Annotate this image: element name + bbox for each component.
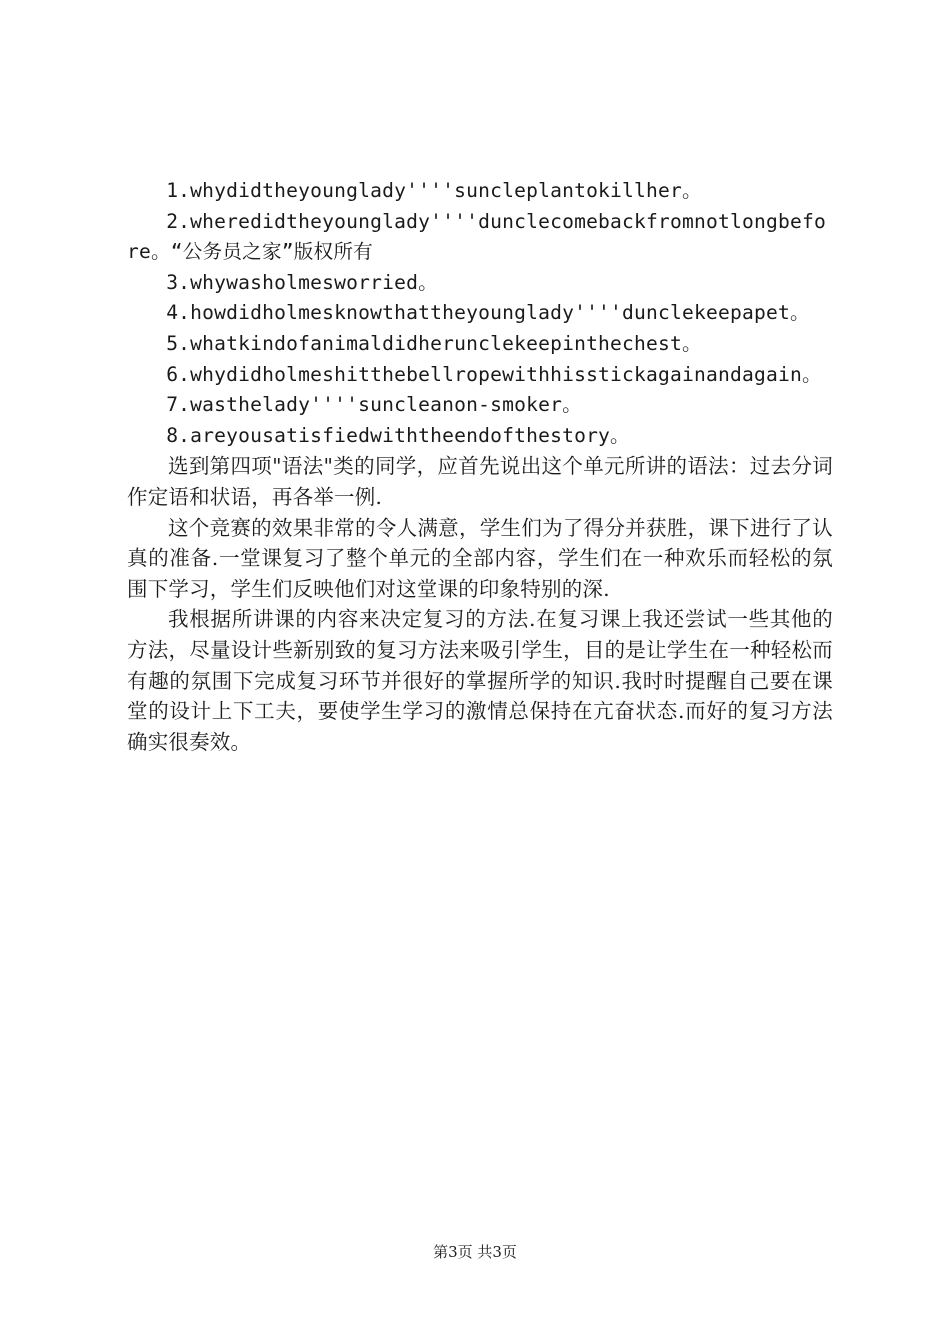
question-8: 8.areyousatisfiedwiththeendofthestory。 (166, 423, 630, 447)
paragraph-review-methods: 我根据所讲课的内容来决定复习的方法.在复习课上我还尝试一些其他的方法，尽量设计些新别致的复习方法来吸引学生，目的是让学生在一种轻松而有趣的氛围下完成复习环节并很好的掌握所学的知识.我时时提醒自己要在课堂的设计上下工夫，要使学生学习的激情总保持在亢奋状态.而好的复习方法确实很奏效。 (127, 607, 833, 754)
question-5: 5.whatkindofanimaldidherunclekeepinthechest。 (166, 331, 702, 355)
question-6: 6.whydidholmeshitthebellropewithhisstickagainandagain。 (166, 362, 822, 386)
paragraph-competition-effect: 这个竞赛的效果非常的令人满意，学生们为了得分并获胜，课下进行了认真的准备.一堂课复习了整个单元的全部内容，学生们在一种欢乐而轻松的氛围下学习，学生们反映他们对这堂课的印象特别的深. (127, 515, 833, 601)
question-1: 1.whydidtheyounglady''''suncleplantokillher。 (166, 179, 702, 202)
question-7: 7.wasthelady''''suncleanon-smoker。 (166, 393, 582, 417)
page-number-footer: 第3页 共3页 (433, 1243, 517, 1261)
question-4: 4.howdidholmesknowthattheyounglady''''dunclekeepapet。 (166, 301, 810, 325)
question-3: 3.whywasholmesworried。 (166, 270, 438, 294)
document-body (127, 176, 833, 757)
question-2: 2.wheredidtheyounglady''''dunclecomebackfromnotlongbefore。“公务员之家”版权所有 (127, 209, 826, 264)
paragraph-grammar: 选到第四项"语法"类的同学，应首先说出这个单元所讲的语法：过去分词作定语和状语，再各举一例. (127, 454, 833, 509)
